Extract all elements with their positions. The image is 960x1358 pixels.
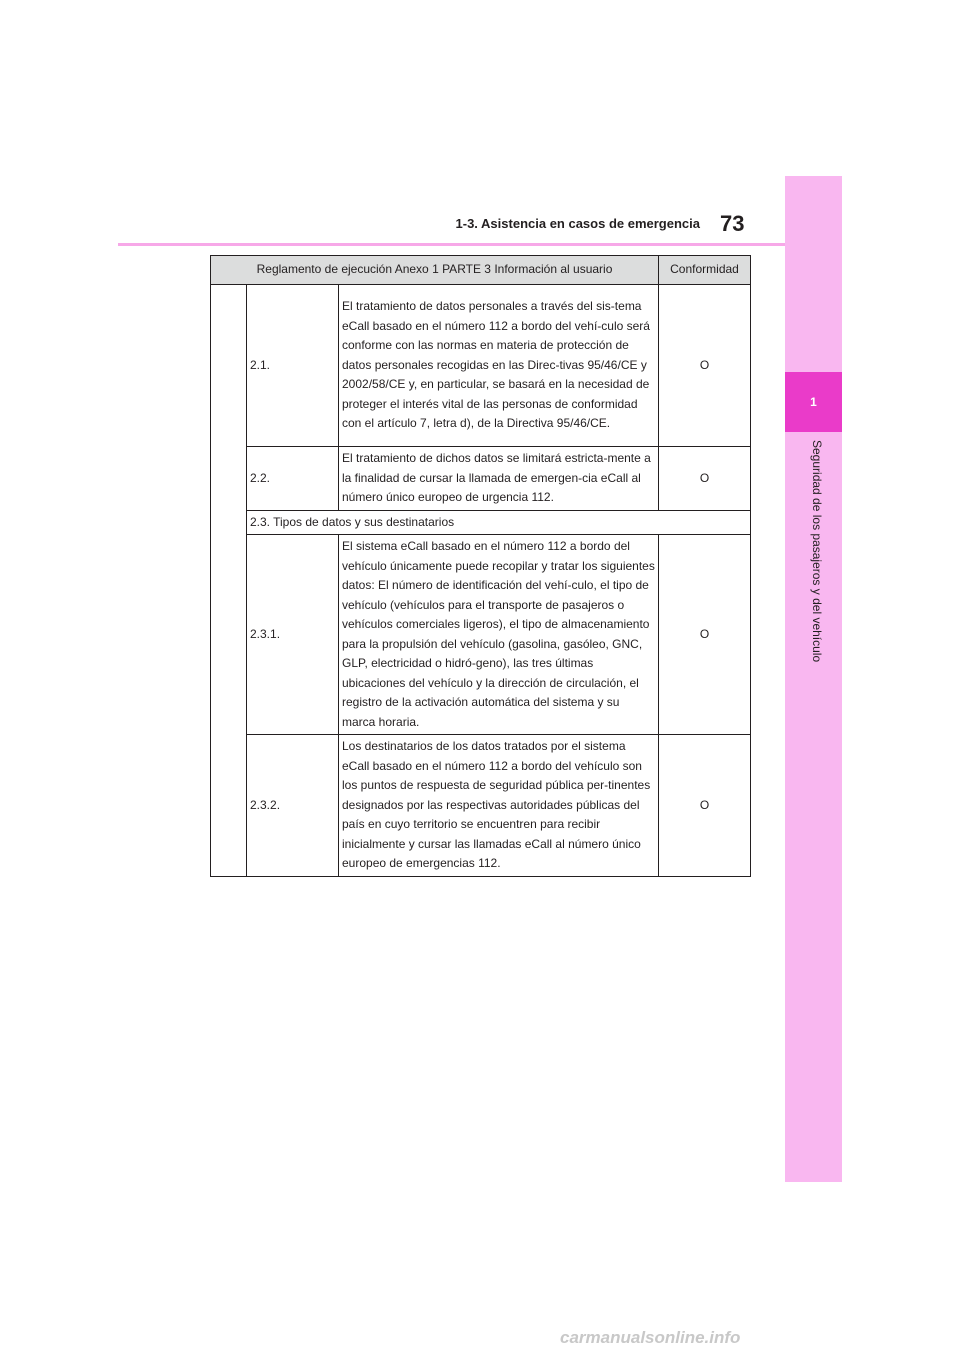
row-id: 2.3.2.	[247, 735, 339, 877]
row-conformity: O	[659, 285, 751, 447]
row-text: El tratamiento de dichos datos se limitará estricta-mente a la finalidad de cursar la llamada de emergen-cia eCall al número único europeo de urgencia 112.	[339, 447, 659, 511]
chapter-title-vertical: Seguridad de los pasajeros y del vehículo	[810, 440, 824, 663]
row-id: 2.3.1.	[247, 535, 339, 735]
section-heading: 2.3. Tipos de datos y sus destinatarios	[247, 510, 751, 535]
indent-cell	[211, 285, 247, 877]
chapter-number-badge: 1	[785, 372, 842, 432]
section-row	[211, 510, 751, 535]
row-conformity: O	[659, 447, 751, 511]
table-header-row	[211, 256, 751, 285]
page-number: 73	[720, 211, 745, 236]
header-regulation: Reglamento de ejecución Anexo 1 PARTE 3 Información al usuario	[211, 256, 659, 285]
row-id: 2.1.	[247, 285, 339, 447]
table-row	[211, 447, 751, 511]
table-row	[211, 535, 751, 735]
header-conformity: Conformidad	[659, 256, 751, 285]
row-text: El tratamiento de datos personales a través del sis-tema eCall basado en el número 112 a bordo del vehí-culo será conforme con las normas en materia de protección de datos personales recogidas en las Direc-tivas 95/46/CE y 2002/58/CE y, en particular, se basará en la necesidad de proteger el interés vital de las personas de conformidad con el artículo 7, letra d), de la Directiva 95/46/CE.	[339, 285, 659, 447]
regulation-table	[210, 255, 751, 877]
table-row	[211, 735, 751, 877]
row-id: 2.2.	[247, 447, 339, 511]
row-text: El sistema eCall basado en el número 112 a bordo del vehículo únicamente puede recopilar y tratar los siguientes datos: El número de identificación del vehí-culo, el tipo de vehículo (vehículos para el transporte de pasajeros o vehículos comerciales ligeros), el tipo de almacenamiento para la propulsión del vehículo (gasolina, gasóleo, GNC, GLP, electricidad o hidró-geno), las tres últimas ubicaciones del vehículo y la dirección de circulación, el registro de la activación automática del sistema y su marca horaria.	[339, 535, 659, 735]
row-conformity: O	[659, 735, 751, 877]
section-title: 1-3. Asistencia en casos de emergencia	[455, 216, 700, 231]
row-text: Los destinatarios de los datos tratados por el sistema eCall basado en el número 112 a bordo del vehículo son los puntos de respuesta de seguridad pública per-tinentes designados por las respectivas autoridades públicas del país en cuyo territorio se encuentren para recibir inicialmente y cursar las llamadas eCall al número único europeo de emergencias 112.	[339, 735, 659, 877]
watermark: carmanualsonline.info	[560, 1328, 741, 1347]
table-row	[211, 285, 751, 447]
header-divider	[118, 243, 785, 246]
row-conformity: O	[659, 535, 751, 735]
